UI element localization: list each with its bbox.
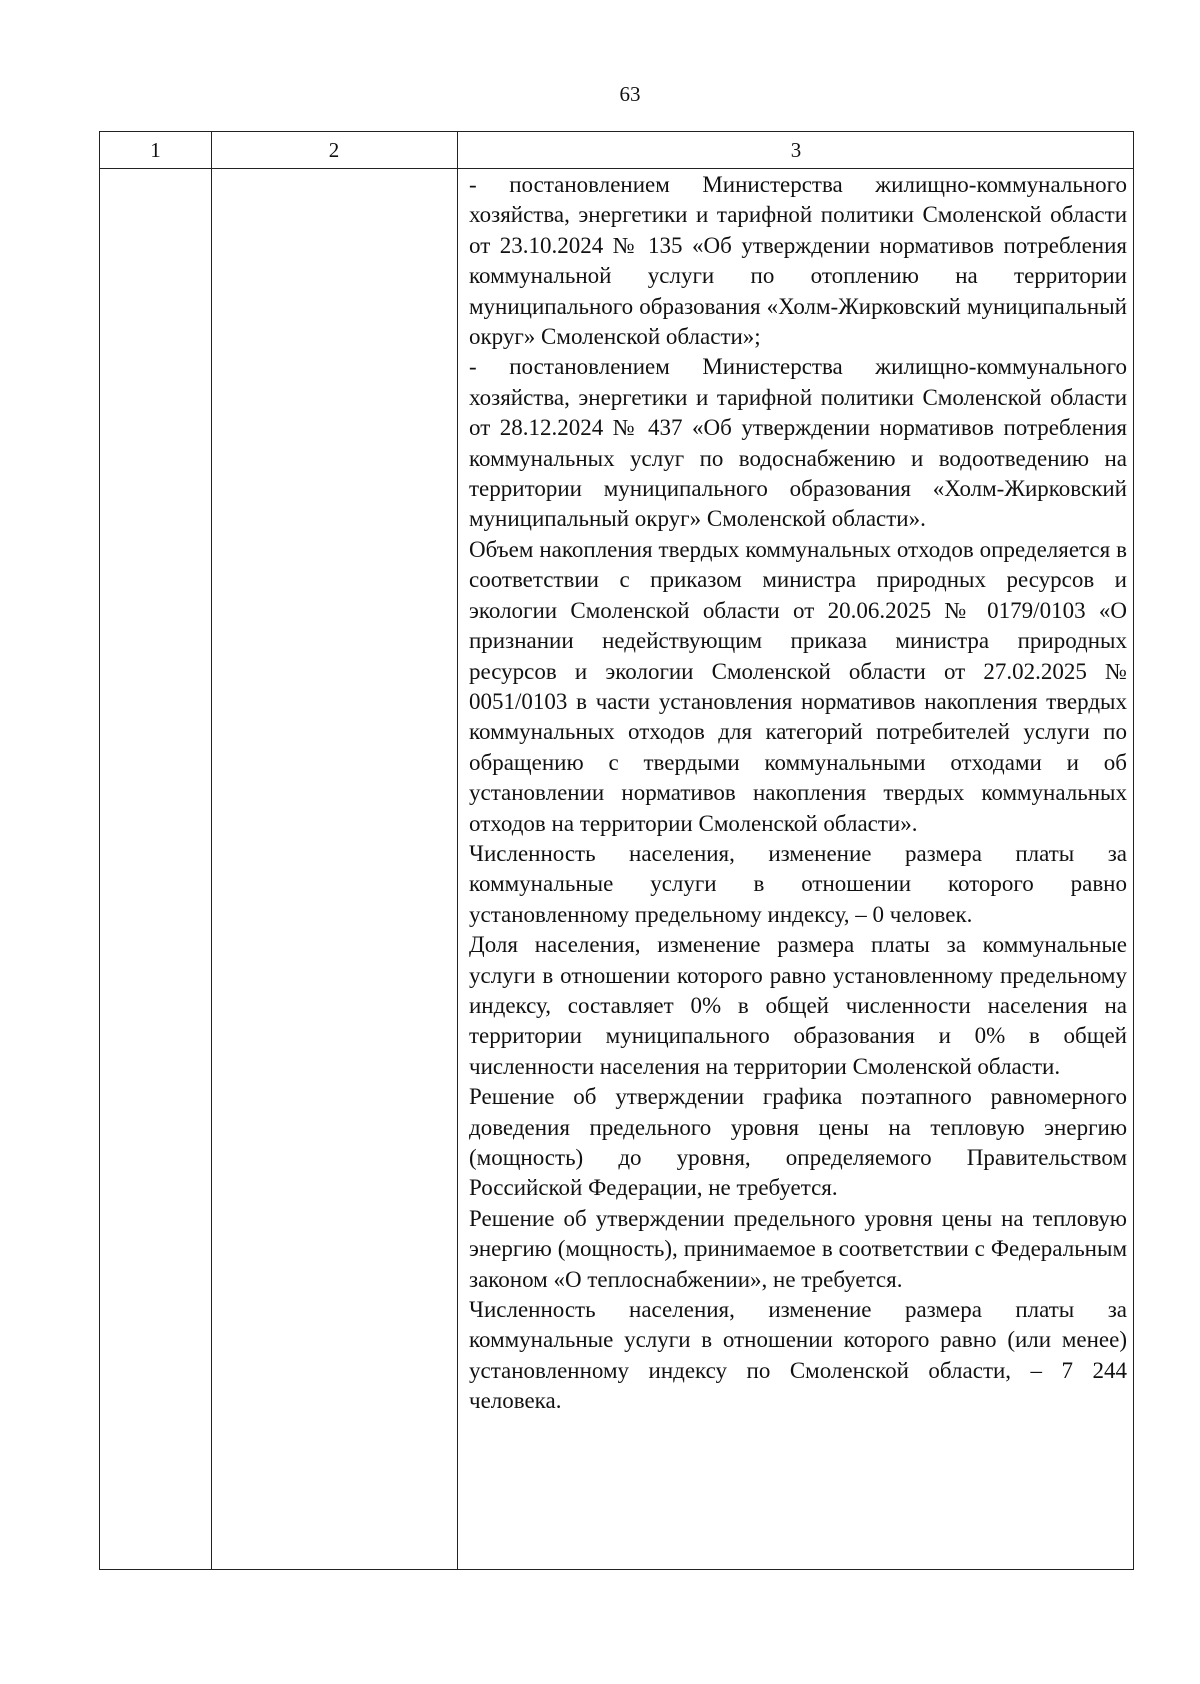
column-3-header: 3 [790,138,802,162]
paragraph-resolution-135: - постановлением Министерства жилищно-коммунального хозяйства, энергетики и тарифной политики Смоленской области от 23.10.2024 № 135 «Об утверждении нормативов потребления коммунальной услуги по отоплению на территории муниципального образования «Холм-Жирковский муниципальный округ» Смоленской области»; [469,172,1127,350]
paragraph-waste-volume: Объем накопления твердых коммунальных отходов определяется в соответствии с приказом министра природных ресурсов и экологии Смоленской области от 20.06.2025 № 0179/0103 «О признании недействующим приказа министра природных ресурсов и экологии Смоленской области от 27.02.2025 № 0051/0103 в части установления нормативов накопления твердых коммунальных отходов для категорий потребителей услуги по обращению с твердыми коммунальными отходами и об установлении нормативов накопления твердых коммунальных отходов на территории Смоленской области». [469,536,1127,836]
paragraph-heat-price-schedule: Решение об утверждении графика поэтапного равномерного доведения предельного уровня цены на тепловую энергию (мощность) до уровня, определяемого Правительством Российской Федерации, не требуется. [469,1084,1127,1201]
paragraph-heat-price-limit: Решение об утверждении предельного уровня цены на тепловую энергию (мощность), принимаемое в соответствии с Федеральным законом «О теплоснабжении», не требуется. [469,1205,1127,1292]
page-number: 63 [619,82,641,106]
column-3-content [469,170,1127,1417]
paragraph-population-share: Доля населения, изменение размера платы за коммунальные услуги в отношении которого равно установленному предельному индексу, составляет 0% в общей численности населения на территории муниципального образования и 0% в общей численности населения на территории Смоленской области. [469,932,1127,1079]
paragraph-population-below-index: Численность населения, изменение размера платы за коммунальные услуги в отношении которого равно (или менее) установленному индексу по Смоленской области, – 7 244 человека. [469,1297,1127,1414]
column-divider-1 [211,132,212,1569]
column-divider-2 [457,132,458,1569]
table-header-row [100,132,1133,169]
column-2-header: 2 [328,138,340,162]
document-table [99,131,1134,1570]
paragraph-population-equal-index: Численность населения, изменение размера платы за коммунальные услуги в отношении которого равно установленному предельному индексу, – 0 человек. [469,840,1127,927]
paragraph-resolution-437: - постановлением Министерства жилищно-коммунального хозяйства, энергетики и тарифной политики Смоленской области от 28.12.2024 № 437 «Об утверждении нормативов потребления коммунальных услуг по водоснабжению и водоотведению на территории муниципального образования «Холм-Жирковский муниципальный округ» Смоленской области». [469,354,1127,532]
column-1-header: 1 [150,138,161,162]
